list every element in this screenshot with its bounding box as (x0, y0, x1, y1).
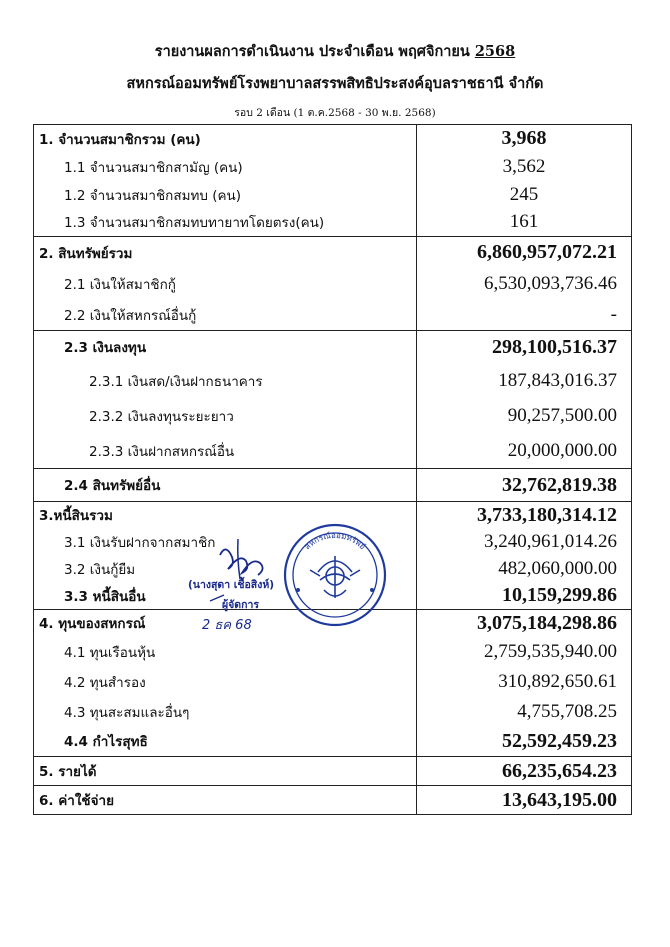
row-label: 2.4 สินทรัพย์อื่น (34, 469, 417, 502)
table-row (34, 727, 632, 757)
row-value: 6,530,093,736.46 (417, 269, 632, 300)
signature-date: 2 ธค 68 (202, 618, 252, 633)
row-value: 3,562 (417, 153, 632, 181)
row-value: 3,968 (417, 125, 632, 153)
table-row (34, 434, 632, 469)
organization-name: สหกรณ์ออมทรัพย์โรงพยาบาลสรรพสิทธิประสงค์อุบลราชธานี จำกัด (126, 75, 544, 92)
row-label: 2.3.2 เงินลงทุนระยะยาว (34, 399, 417, 434)
row-value: 245 (417, 181, 632, 209)
row-value: 13,643,195.00 (417, 786, 632, 815)
report-title (0, 40, 670, 63)
row-value: 4,755,708.25 (417, 697, 632, 727)
row-label: 1.3 จำนวนสมาชิกสมทบทายาทโดยตรง(คน) (34, 209, 417, 237)
table-row (34, 331, 632, 364)
table-row (34, 237, 632, 269)
row-value: 66,235,654.23 (417, 757, 632, 786)
report-title-text: รายงานผลการดำเนินงาน ประจำเดือน พฤศจิกายน (154, 43, 475, 60)
seal-top-text: สหกรณ์ออมทรัพย์ (302, 530, 368, 552)
row-value: 20,000,000.00 (417, 434, 632, 469)
table-row (34, 300, 632, 331)
row-label: 2.2 เงินให้สหกรณ์อื่นกู้ (34, 300, 417, 331)
row-value: 32,762,819.38 (417, 469, 632, 502)
table-row (34, 364, 632, 399)
row-label: 4.4 กำไรสุทธิ (34, 727, 417, 757)
table-row (34, 637, 632, 667)
row-label: 1.2 จำนวนสมาชิกสมทบ (คน) (34, 181, 417, 209)
row-label: 3.3 หนี้สินอื่น (34, 583, 417, 610)
row-value: 310,892,650.61 (417, 667, 632, 697)
row-label: 4.3 ทุนสะสมและอื่นๆ (34, 697, 417, 727)
row-value: 2,759,535,940.00 (417, 637, 632, 667)
signer-title: ผู้จัดการ (222, 599, 260, 611)
row-value: 10,159,299.86 (417, 583, 632, 610)
report-year: 2568 (474, 43, 516, 60)
row-label: 2.3 เงินลงทุน (34, 331, 417, 364)
row-label: 6. ค่าใช้จ่าย (34, 786, 417, 815)
row-label: 4.1 ทุนเรือนหุ้น (34, 637, 417, 667)
table-row (34, 667, 632, 697)
row-value: 298,100,516.37 (417, 331, 632, 364)
svg-text:สหกรณ์ออมทรัพย์ (303, 530, 368, 551)
row-label: 5. รายได้ (34, 757, 417, 786)
performance-table (33, 124, 632, 815)
table-row (34, 469, 632, 502)
row-label: 1. จำนวนสมาชิกรวม (คน) (34, 125, 417, 153)
row-label: 2.3.1 เงินสด/เงินฝากธนาคาร (34, 364, 417, 399)
row-label: 2. สินทรัพย์รวม (34, 237, 417, 269)
row-value: - (417, 300, 632, 331)
table-row (34, 399, 632, 434)
row-value: 6,860,957,072.21 (417, 237, 632, 269)
row-label: 2.1 เงินให้สมาชิกกู้ (34, 269, 417, 300)
table-row (34, 757, 632, 786)
performance-table-body (34, 125, 632, 815)
report-period: รอบ 2 เดือน (1 ต.ค.2568 - 30 พ.ย. 2568) (234, 107, 436, 119)
table-row (34, 209, 632, 237)
table-row (34, 153, 632, 181)
row-label: 3.หนี้สินรวม (34, 502, 417, 529)
row-value: 187,843,016.37 (417, 364, 632, 399)
table-row (34, 269, 632, 300)
row-value: 3,075,184,298.86 (417, 610, 632, 637)
row-value: 90,257,500.00 (417, 399, 632, 434)
table-row (34, 697, 632, 727)
row-label: 4. ทุนของสหกรณ์ (34, 610, 417, 637)
row-label: 3.2 เงินกู้ยืม (34, 556, 417, 583)
row-label: 1.1 จำนวนสมาชิกสามัญ (คน) (34, 153, 417, 181)
row-value: 161 (417, 209, 632, 237)
row-value: 3,240,961,014.26 (417, 529, 632, 556)
row-value: 3,733,180,314.12 (417, 502, 632, 529)
row-label: 4.2 ทุนสำรอง (34, 667, 417, 697)
row-label: 3.1 เงินรับฝากจากสมาชิก (34, 529, 417, 556)
signer-name: (นางสุดา เชื้อสิงห์) (188, 579, 275, 591)
table-row (34, 181, 632, 209)
table-row (34, 125, 632, 153)
row-value: 52,592,459.23 (417, 727, 632, 757)
table-row (34, 786, 632, 815)
row-label: 2.3.3 เงินฝากสหกรณ์อื่น (34, 434, 417, 469)
row-value: 482,060,000.00 (417, 556, 632, 583)
